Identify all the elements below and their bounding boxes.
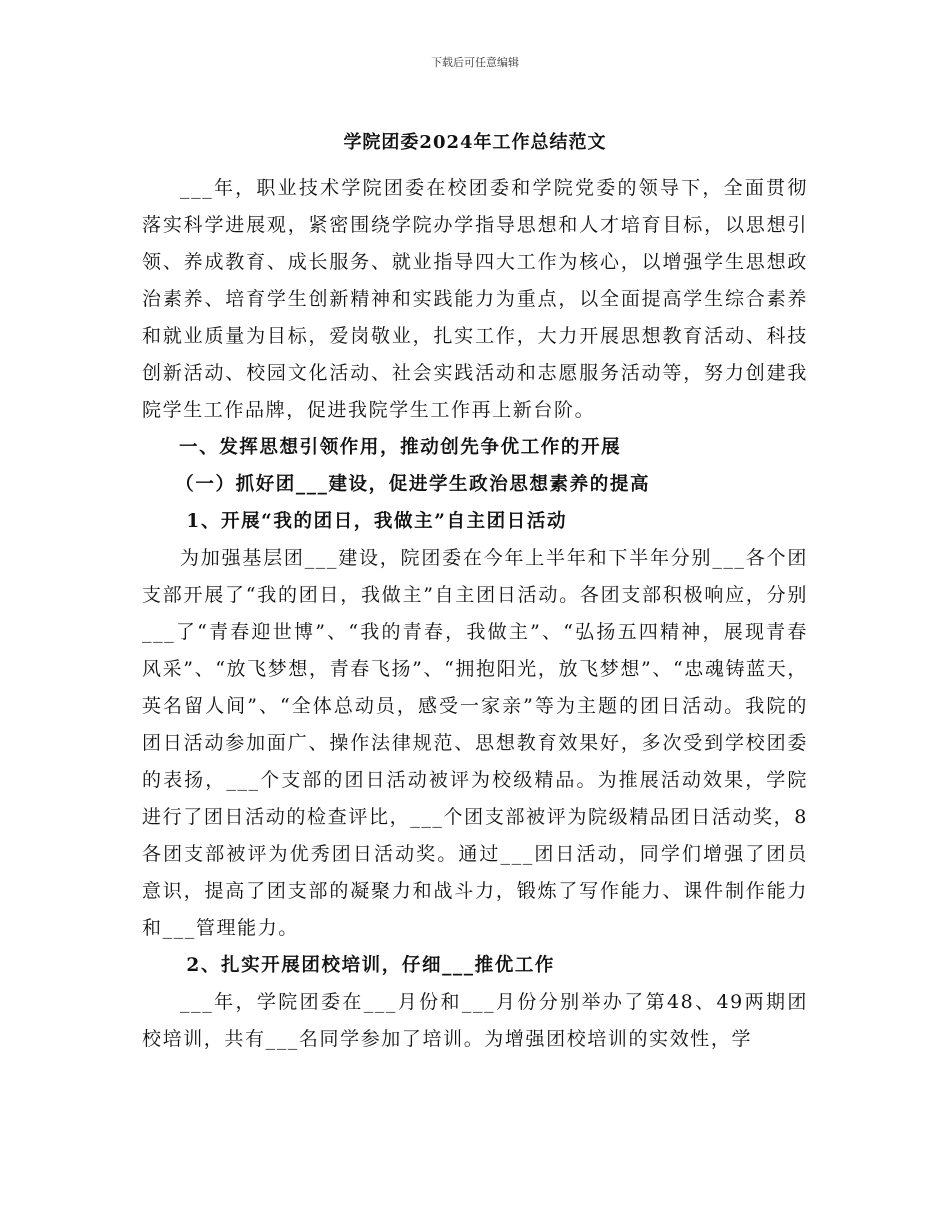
item-heading-1: 1、开展“我的团日，我做主”自主团日活动: [186, 511, 568, 532]
document-title: 学院团委2024年工作总结范文: [343, 132, 607, 153]
section-heading-1: 一、发挥思想引领作用，推动创先争优工作的开展: [179, 437, 622, 458]
header-note: 下载后可任意编辑: [431, 56, 519, 69]
intro-paragraph: ___年，职业技术学院团委在校团委和学院党委的领导下，全面贯彻落实科学进展观，紧密围绕学院办学指导思想和人才培育目标，以思想引领、养成教育、成长服务、就业指导四大工作为核心，以增强学生思想政治素养、培育学生创新精神和实践能力为重点，以全面提高学生综合素养和就业质量为目标，爱岗敬业，扎实工作，大力开展思想教育活动、科技创新活动、校园文化活动、社会实践活动和志愿服务活动等，努力创建我院学生工作品牌，促进我院学生工作再上新台阶。: [142, 177, 808, 421]
item-heading-2: 2、扎实开展团校培训，仔细___推优工作: [186, 955, 556, 976]
subsection-heading-1: （一）抓好团___建设，促进学生政治思想素养的提高: [175, 474, 651, 495]
body-paragraph-1: 为加强基层团___建设，院团委在今年上半年和下半年分别___各个团支部开展了“我的团日，我做主”自主团日活动。各团支部积极响应，分别___了“青春迎世博”、“我的青春，我做主”、“弘扬五四精神，展现青春风采”、“放飞梦想，青春飞扬”、“拥抱阳光，放飞梦想”、“忠魂铸蓝天，英名留人间”、“全体总动员，感受一家亲”等为主题的团日活动。我院的团日活动参加面广、操作法律规范、思想教育效果好，多次受到学校团委的表扬，___个支部的团日活动被评为校级精品。为推展活动效果，学院进行了团日活动的检查评比，___个团支部被评为院级精品团日活动奖，8各团支部被评为优秀团日活动奖。通过___团日活动，同学们增强了团员意识，提高了团支部的凝聚力和战斗力，锻炼了写作能力、课件制作能力和___管理能力。: [142, 547, 808, 939]
document-body: [142, 170, 808, 1058]
body-paragraph-2: ___年，学院团委在___月份和___月份分别举办了第48、49两期团校培训，共有___名同学参加了培训。为增强团校培训的实效性，学: [142, 991, 808, 1050]
